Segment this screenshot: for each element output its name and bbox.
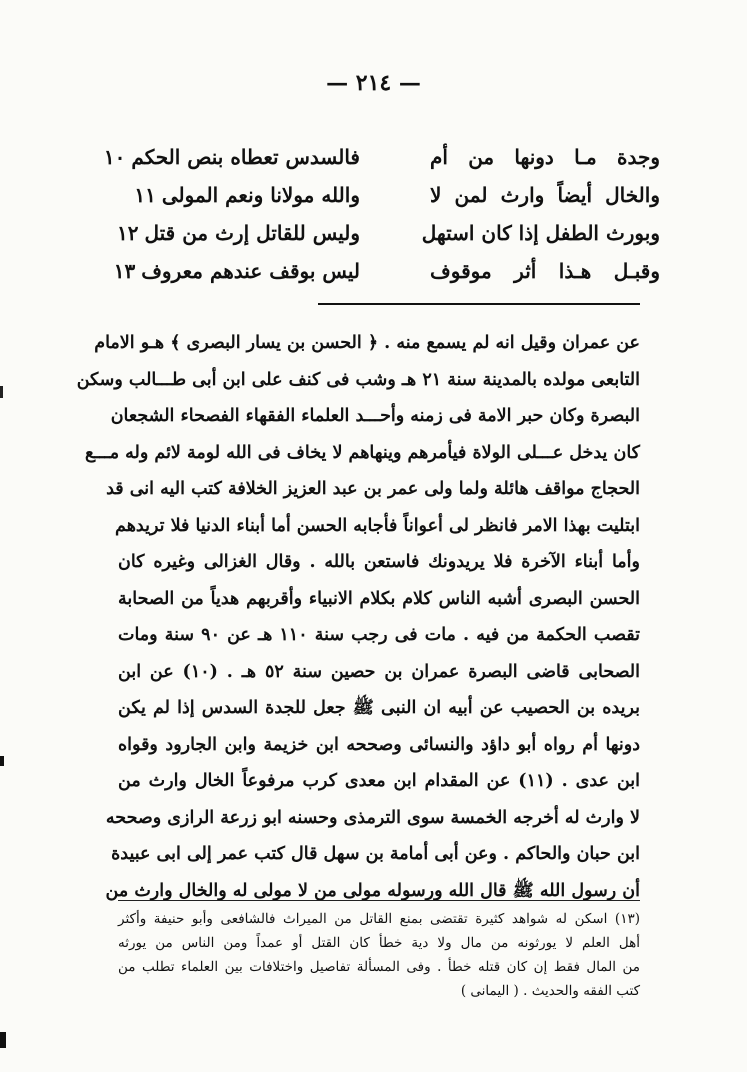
- verse-text: ليس بوقف عندهم معروف: [141, 259, 360, 283]
- verse-line: [113, 252, 660, 290]
- verse-second-hemistich: [113, 252, 360, 290]
- verse-number: ١٢: [117, 221, 139, 245]
- footnote-line: أهل العلم لا يورثونه من مال ولا دية خطأ كان القتل أو عمداً ومن الناس من يورثه: [118, 935, 640, 951]
- text-line: الحجاج مواقف هائلة ولما ولى عمر بن عبد العزيز الخلافة كتب اليه انى قد: [106, 479, 640, 499]
- verse-line: [130, 176, 660, 214]
- page-number: — ٢١٤ —: [326, 70, 421, 96]
- text-line: ابتليت بهذا الامر فانظر لى أعواناً فأجابه الحسن أما أبناء الدنيا فلا تريدهم: [115, 515, 640, 536]
- text-line: التابعى مولده بالمدينة سنة ٢١ هـ وشب فى كنف على ابن أبى طـــالب وسكن: [76, 369, 640, 390]
- verse-line: [117, 214, 660, 252]
- text-line: لا وارث له أخرجه الخمسة سوى الترمذى وحسنه ابو زرعة الرازى وصححه: [105, 807, 640, 828]
- text-line: بريده بن الحصيب عن أبيه ان النبى ﷺ جعل للجدة السدس إذا لم يكن: [118, 698, 640, 718]
- text-line: ابن عدى . (١١) عن المقدام ابن معدى كرب مرفوعاً الخال وارث من: [118, 771, 641, 791]
- verse-block: [103, 138, 660, 290]
- scan-mark: [0, 386, 3, 398]
- text-line: الصحابى قاضى البصرة عمران بن حصين سنة ٥٢ هـ . (١٠) عن ابن: [118, 661, 640, 682]
- footnote-line: كتب الفقه والحديث . ( اليمانى ): [460, 983, 640, 999]
- footnote-line: (١٣) اسكن له شواهد كثيرة تقتضى بمنع القاتل من الميراث فالشافعى وأبو حنيفة وأكثر: [118, 911, 640, 927]
- verse-text: وليس للقاتل إرث من قتل: [144, 221, 360, 245]
- verse-number: ١٠: [103, 145, 126, 169]
- text-line: وأما أبناء الآخرة فلا يريدونك فاستعن بالله . وقال الغزالى وغيره كان: [118, 552, 640, 572]
- text-line: أن رسول الله ﷺ قال الله ورسوله مولى من لا مولى له والخال وارث من: [105, 880, 640, 901]
- text-line: البصرة وكان حبر الامة فى زمنه وأحـــد العلماء الفقهاء الفصحاء الشجعان: [110, 406, 640, 426]
- verse-number: ١٣: [113, 259, 136, 283]
- verse-first-hemistich: وجدة مـا دونها من أم: [430, 145, 660, 169]
- commentary-text: [76, 325, 641, 909]
- text-line: دونها أم رواه أبو داؤد والنسائى وصححه ابن خزيمة وابن الجارود وقواه: [118, 734, 640, 755]
- text-line: الحسن البصرى أشبه الناس كلام بكلام الانبياء وأقربهم هدياً من الصحابة: [118, 588, 640, 609]
- verse-first-hemistich: وبورث الطفل إذا كان استهل: [421, 221, 660, 245]
- verse-second-hemistich: [117, 214, 360, 252]
- verse-second-hemistich: [103, 138, 360, 176]
- footnote-block: [118, 907, 640, 1003]
- text-line: عن عمران وقيل انه لم يسمع منه . ﴿ الحسن بن يسار البصرى ﴾ هـو الامام: [94, 333, 640, 353]
- scan-mark: [0, 1032, 6, 1048]
- verse-text: والله مولانا ونعم المولى: [161, 183, 360, 207]
- scan-mark: [0, 756, 4, 766]
- text-line: ابن حبان والحاكم . وعن أبى أمامة بن سهل قال كتب عمر إلى ابى عبيدة: [111, 844, 640, 864]
- verse-text: فالسدس تعطاه بنص الحكم: [131, 145, 360, 169]
- footnote-line: من المال فقط إن كان قتله خطأ . وفى المسألة تفاصيل واختلافات بين العلماء تطلب من: [118, 959, 640, 975]
- verse-line: [103, 138, 660, 176]
- section-divider: [318, 303, 640, 305]
- verse-first-hemistich: والخال أيضاً وارث لمن لا: [430, 183, 660, 207]
- verse-second-hemistich: [130, 176, 360, 214]
- verse-number: ١١: [134, 183, 156, 207]
- footnote-separator: [118, 900, 640, 901]
- verse-first-hemistich: وقبـل هـذا أثر موقوف: [430, 259, 660, 283]
- text-line: كان يدخل عـــلى الولاة فيأمرهم وينهاهم لا يخاف فى الله لومة لائم وله مـــع: [85, 442, 640, 463]
- text-line: تقصب الحكمة من فيه . مات فى رجب سنة ١١٠ هـ عن ٩٠ سنة ومات: [118, 625, 640, 645]
